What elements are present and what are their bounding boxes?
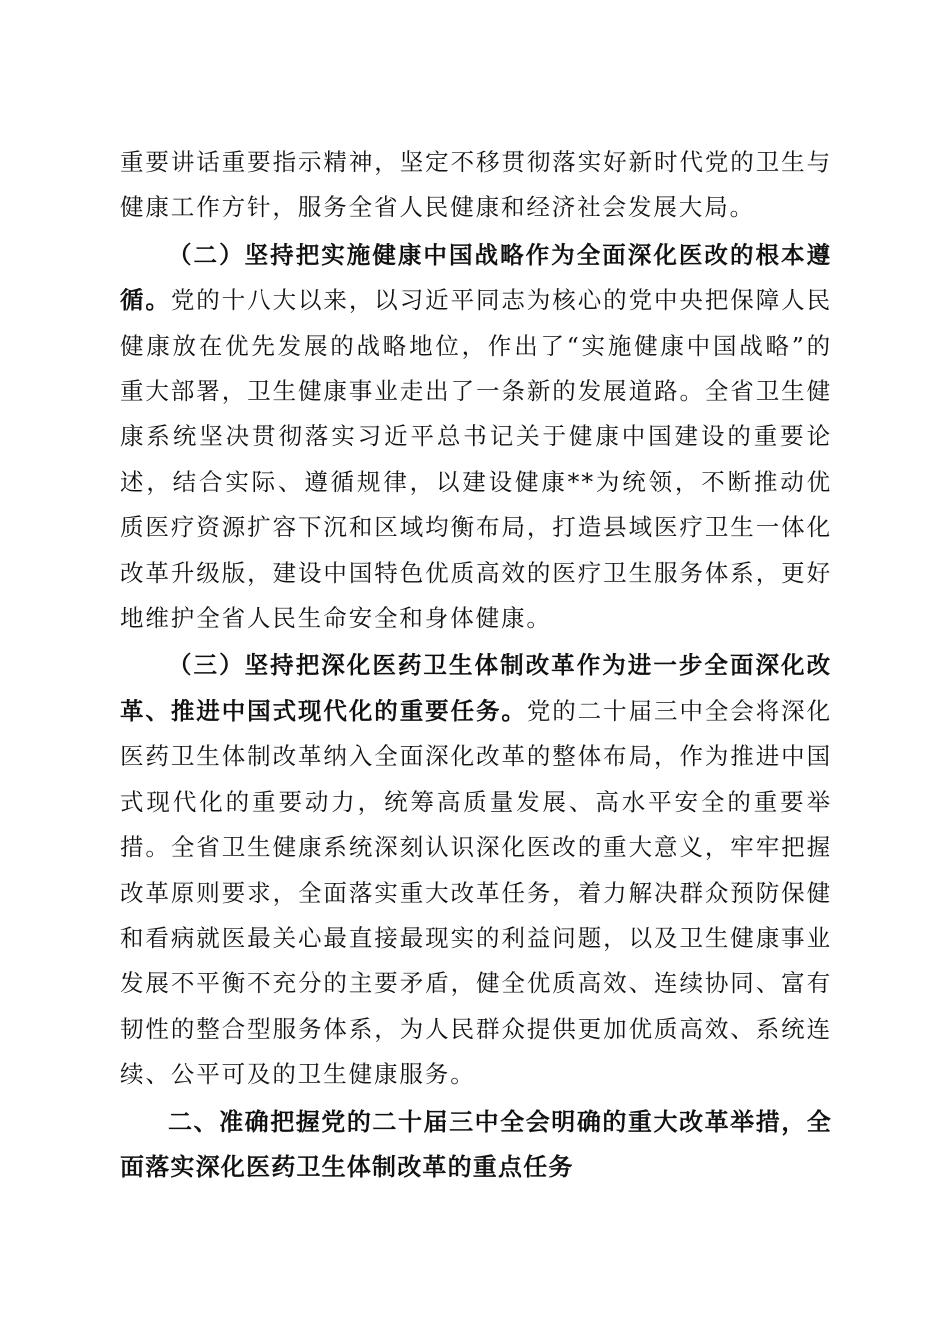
paragraph-section-3 xyxy=(120,643,832,1097)
paragraph-text: 党的二十届三中全会将深化医药卫生体制改革纳入全面深化改革的整体布局，作为推进中国式现代化的重要动力，统筹高质量发展、高水平安全的重要举措。全省卫生健康系统深刻认识深化医改的重大意义，牢牢把握改革原则要求，全面落实重大改革任务，着力解决群众预防保健和看病就医最关心最直接最现实的利益问题，以及卫生健康事业发展不平衡不充分的主要矛盾，健全优质高效、连续协同、富有韧性的整合型服务体系，为人民群众提供更加优质高效、系统连续、公平可及的卫生健康服务。 xyxy=(120,696,832,1089)
paragraph-text: 重要讲话重要指示精神，坚定不移贯彻落实好新时代党的卫生与健康工作方针，服务全省人民健康和经济社会发展大局。 xyxy=(120,148,832,222)
paragraph-lead: （二）坚持把实施健康中国战略作为全面深化医改的根本遵循。 xyxy=(120,240,832,315)
paragraph-continuation xyxy=(120,140,832,231)
paragraph-lead: （三）坚持把深化医药卫生体制改革作为进一步全面深化改革、推进中国式现代化的重要任务。 xyxy=(120,651,832,725)
document-body xyxy=(120,140,832,1190)
section-heading: 二、准确把握党的二十届三中全会明确的重大改革举措，全面落实深化医药卫生体制改革的重点任务 xyxy=(120,1107,832,1181)
paragraph-text: 党的十八大以来，以习近平同志为核心的党中央把保障人民健康放在优先发展的战略地位，作出了“实施健康中国战略”的重大部署，卫生健康事业走出了一条新的发展道路。全省卫生健康系统坚决贯彻落实习近平总书记关于健康中国建设的重要论述，结合实际、遵循规律，以建设健康**为统领，不断推动优质医疗资源扩容下沉和区域均衡布局，打造县域医疗卫生一体化改革升级版，建设中国特色优质高效的医疗卫生服务体系，更好地维护全省人民生命安全和身体健康。 xyxy=(120,286,832,633)
paragraph-section-2 xyxy=(120,233,832,642)
